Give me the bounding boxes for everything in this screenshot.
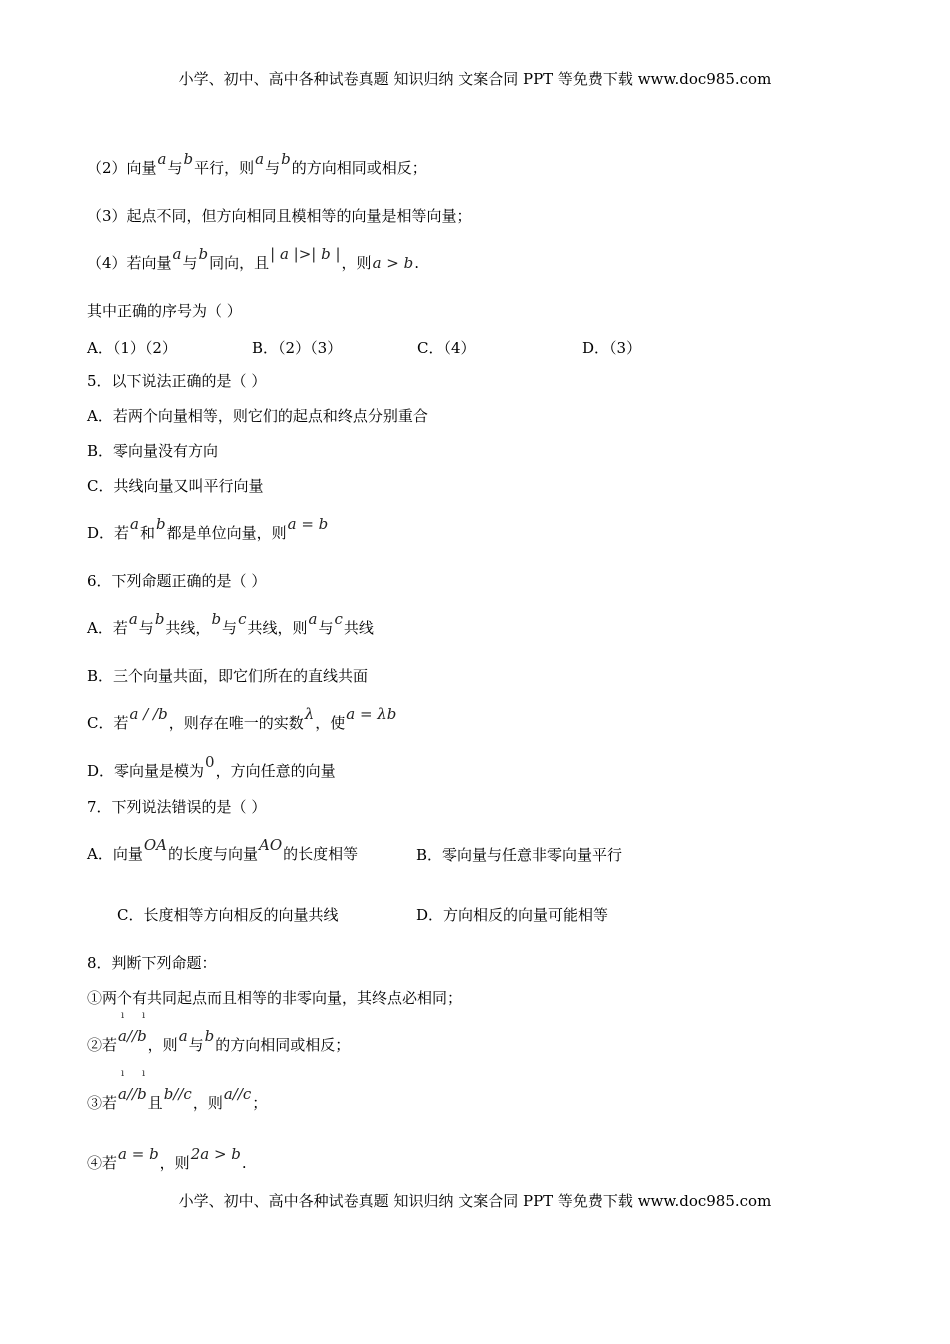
q4-statement-2: （2）向量a与b平行，则a与b的方向相同或相反；: [87, 150, 427, 177]
vector-tick-icon: ı: [121, 1010, 125, 1021]
math-a: a: [308, 610, 318, 628]
math-a-parallel-c: a//c: [223, 1085, 252, 1103]
math-b: b: [154, 610, 165, 628]
q5-option-d[interactable]: D．若a和b都是单位向量，则a = b: [87, 515, 329, 542]
math-a: a: [128, 610, 138, 628]
q4-option-a[interactable]: A．（1）（2）: [87, 339, 177, 357]
math-a-parallel-b: ı ı a//b: [118, 1026, 147, 1046]
math-b: b: [183, 150, 194, 168]
math-b: b: [211, 610, 222, 628]
page-header: 小学、初中、高中各种试卷真题 知识归纳 文案合同 PPT 等免费下载 www.doc985.com: [178, 70, 772, 88]
q6-option-b[interactable]: B．三个向量共面，即它们所在的直线共面: [87, 667, 369, 685]
page-footer: 小学、初中、高中各种试卷真题 知识归纳 文案合同 PPT 等免费下载 www.doc985.com: [178, 1192, 772, 1210]
vector-tick-icon: ı: [121, 1068, 125, 1079]
math-abs-inequality: | a |>| b |: [270, 245, 341, 263]
q6-option-d[interactable]: D．零向量是模为0，方向任意的向量: [87, 753, 336, 780]
math-a: a: [255, 150, 265, 168]
q5-option-c[interactable]: C．共线向量又叫平行向量: [87, 477, 264, 495]
q8-proposition-2: ②若 ı ı a//b，则a与b的方向相同或相反；: [87, 1035, 350, 1055]
math-zero: 0: [205, 753, 215, 771]
q4-option-c[interactable]: C．（4）: [417, 339, 476, 357]
q4-statement-3: （3）起点不同，但方向相同且模相等的向量是相等向量；: [87, 207, 472, 225]
math-a: a: [157, 150, 167, 168]
vector-tick-icon: ı: [142, 1068, 146, 1079]
vector-tick-icon: ı: [142, 1010, 146, 1021]
q4-stem: 其中正确的序号为（ ）: [87, 302, 242, 320]
q4-statement-4: （4）若向量a与b同向，且| a |>| b |，则a > b.: [87, 245, 419, 272]
math-a-eq-lambda-b: a = λb: [346, 705, 397, 723]
q7-option-c[interactable]: C．长度相等方向相反的向量共线: [117, 906, 339, 924]
math-a-parallel-b: a / /b: [129, 705, 168, 723]
q7-option-a[interactable]: A．向量OA的长度与向量AO的长度相等: [87, 836, 359, 863]
math-lambda: λ: [304, 705, 315, 723]
math-a-eq-b: a = b: [118, 1145, 159, 1163]
q6-option-c[interactable]: C．若a / /b，则存在唯一的实数λ，使a = λb: [87, 705, 397, 732]
q4-option-d[interactable]: D．（3）: [582, 339, 642, 357]
q5-option-b[interactable]: B．零向量没有方向: [87, 442, 219, 460]
q8-proposition-1: ①两个有共同起点而且相等的非零向量，其终点必相同；: [87, 989, 463, 1007]
math-c: c: [334, 610, 343, 628]
math-a: a: [130, 515, 139, 533]
math-a-parallel-b: ı ı a//b: [118, 1084, 147, 1104]
math-b-parallel-c: b//c: [163, 1085, 192, 1103]
math-b: b: [204, 1027, 215, 1045]
q5-stem: 5．以下说法正确的是（ ）: [87, 372, 267, 390]
math-2a-gt-b: 2a > b: [190, 1145, 241, 1163]
math-a-eq-b: a = b: [287, 515, 329, 533]
q8-proposition-3: ③若 ı ı a//b且b//c，则a//c；: [87, 1093, 267, 1113]
q7-option-d[interactable]: D．方向相反的向量可能相等: [416, 906, 609, 924]
q4-option-b[interactable]: B．（2）（3）: [252, 339, 343, 357]
q6-option-a[interactable]: A．若a与b共线，b与c共线，则a与c共线: [87, 610, 374, 637]
math-a-gt-b: a > b: [372, 254, 414, 272]
q7-option-b[interactable]: B．零向量与任意非零向量平行: [416, 846, 623, 864]
q8-stem: 8．判断下列命题：: [87, 954, 217, 972]
math-a: a: [172, 245, 182, 263]
math-b: b: [156, 515, 166, 533]
math-b: b: [198, 245, 209, 263]
q7-stem: 7．下列说法错误的是（ ）: [87, 798, 267, 816]
math-vector-ao: AO: [259, 836, 283, 854]
math-a: a: [178, 1027, 188, 1045]
q6-stem: 6．下列命题正确的是（ ）: [87, 572, 267, 590]
math-vector-oa: OA: [143, 836, 167, 854]
q8-proposition-4: ④若a = b，则2a > b.: [87, 1145, 247, 1172]
math-c: c: [238, 610, 247, 628]
math-b: b: [281, 150, 291, 168]
q5-option-a[interactable]: A．若两个向量相等，则它们的起点和终点分别重合: [87, 407, 428, 425]
